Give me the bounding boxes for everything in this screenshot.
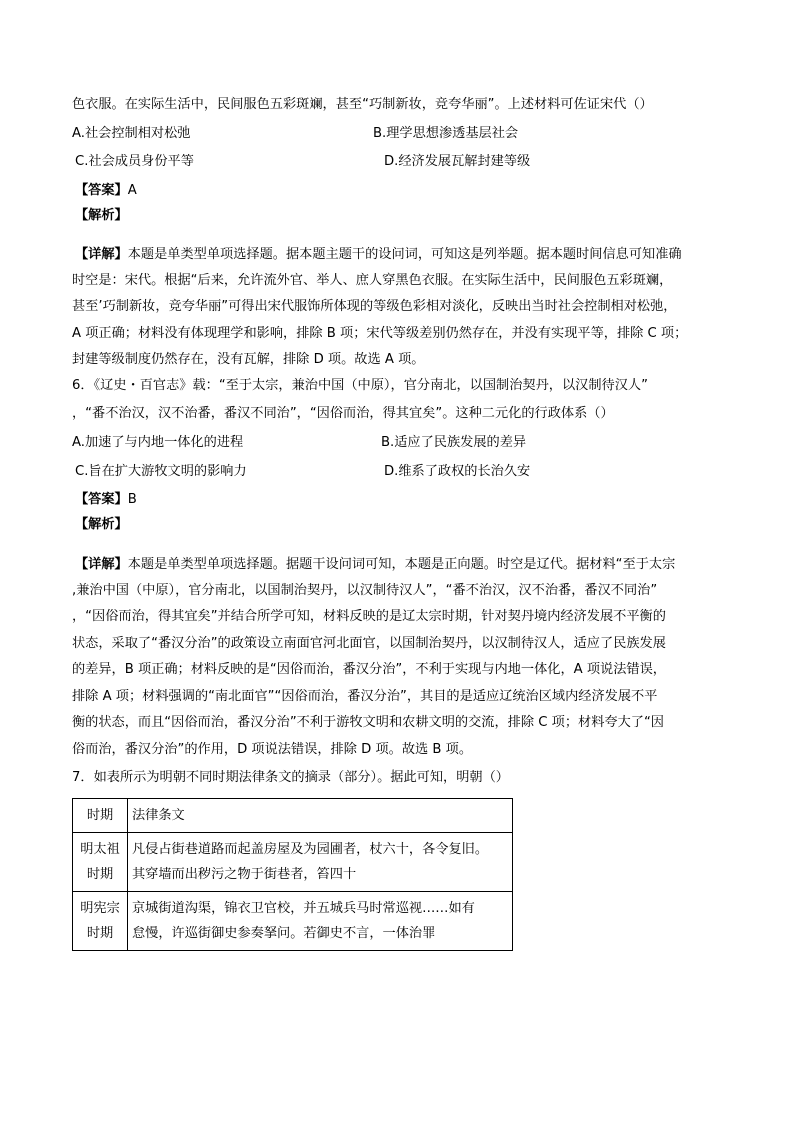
- q5-option-c: C.社会成员身份平等: [75, 154, 194, 169]
- q6-option-d: D.维系了政权的长治久安: [384, 464, 531, 479]
- q6-detail-line-2: ,兼治中国（中原），官分南北，以国制治契丹，以汉制待汉人”，“番不治汉，汉不治番，番汉不同治”: [72, 583, 658, 598]
- q5-detail-line-2: 时空是：宋代。根据“后来，允许流外官、举人、庶人穿黑色衣服。在实际生活中，民间服色五彩斑斓，: [72, 273, 673, 288]
- q6-detail-line-5: 的差异，B 项正确；材料反映的是“因俗而治，番汉分治”，不利于实现与内地一体化，A 项说法错误，: [72, 662, 666, 677]
- period-line: 明宪宗: [80, 901, 120, 916]
- law-text-cell: [128, 892, 513, 951]
- table-header-row: [73, 799, 513, 833]
- answer-label: 【答案】: [75, 492, 128, 507]
- q5-option-b: B.理学思想渗透基层社会: [373, 126, 519, 141]
- q6-detail-line-3: ，“因俗而治，得其宜矣”并结合所学可知，材料反映的是辽太宗时期，针对契丹境内经济发展不平衡的: [72, 609, 666, 624]
- q6-option-a: A.加速了与内地一体化的进程: [72, 435, 244, 450]
- answer-label: 【答案】: [75, 183, 128, 198]
- q6-analysis-label: 【解析】: [75, 517, 128, 532]
- period-line: 明太祖: [80, 842, 120, 857]
- law-text-line: 其穿墙而出秽污之物于街巷者，笞四十: [132, 867, 357, 882]
- q7-stem: 7．如表所示为明朝不同时期法律条文的摘录（部分）。据此可知，明朝（）: [72, 770, 509, 785]
- period-cell: [73, 833, 128, 892]
- detail-label: 【详解】: [75, 247, 128, 262]
- table-header-period: 时期: [73, 799, 128, 833]
- q6-stem-line-1: 6．《辽史・百官志》载：“至于太宗，兼治中国（中原），官分南北，以国制治契丹，以汉制待汉人”: [72, 378, 648, 393]
- law-text-line: 怠慢，许巡街御史参奏拏问。若御史不言，一体治罪: [132, 926, 436, 941]
- q6-detail-line-6: 排除 A 项；材料强调的“南北面官”“因俗而治，番汉分治”，其目的是适应辽统治区域内经济发展不平: [72, 689, 658, 704]
- answer-value: B: [127, 492, 137, 507]
- period-line: 时期: [86, 867, 114, 882]
- q6-detail-line-4: 状态，采取了“番汉分治”的政策设立南面官河北面官，以国制治契丹，以汉制待汉人，适应了民族发展: [72, 636, 666, 651]
- q5-stem-tail: 色衣服。在实际生活中，民间服色五彩斑斓，甚至“巧制新妆，竞夸华丽”。上述材料可佐证宋代（）: [72, 97, 653, 112]
- law-table: [72, 798, 513, 951]
- law-text-cell: [128, 833, 513, 892]
- q6-stem-line-2: ，“番不治汉，汉不治番，番汉不同治”，“因俗而治，得其宜矣”。这种二元化的行政体系（）: [72, 406, 614, 421]
- law-text-line: 凡侵占街巷道路而起盖房屋及为园圃者，杖六十，各令复旧。: [132, 842, 489, 857]
- table-header-law: 法律条文: [128, 799, 513, 833]
- q5-option-d: D.经济发展瓦解封建等级: [384, 154, 531, 169]
- period-line: 时期: [86, 926, 114, 941]
- q6-option-c: C.旨在扩大游牧文明的影响力: [75, 464, 247, 479]
- detail-text: 本题是单类型单项选择题。据本题主题干的设问词，可知这是列举题。据本题时间信息可知准确: [127, 247, 682, 262]
- period-cell: [73, 892, 128, 951]
- q5-detail-line-3: 甚至’巧制新妆，竞夸华丽”可得出宋代服饰所体现的等级色彩相对淡化，反映出当时社会控制相对松弛，: [72, 299, 677, 314]
- q6-option-b: B.适应了民族发展的差异: [381, 435, 527, 450]
- detail-text: 本题是单类型单项选择题。据题干设问词可知，本题是正向题。时空是辽代。据材料“至于太宗: [127, 557, 676, 572]
- q5-detail-line-5: 封建等级制度仍然存在，没有瓦解，排除 D 项。故选 A 项。: [72, 352, 425, 367]
- table-row: [73, 833, 513, 892]
- table-row: [73, 892, 513, 951]
- q6-detail-line-7: 衡的状态，而且“因俗而治，番汉分治”不利于游牧文明和农耕文明的交流，排除 C 项；材料夸大了“因: [72, 715, 664, 730]
- q6-detail-line-8: 俗而治，番汉分治”的作用，D 项说法错误，排除 D 项。故选 B 项。: [72, 742, 473, 757]
- q5-detail-line-4: A 项正确；材料没有体现理学和影响，排除 B 项；宋代等级差别仍然存在，并没有实现平等，排除 C 项；: [72, 326, 688, 341]
- q5-answer: [75, 181, 137, 201]
- q6-detail-line-1: [75, 555, 675, 575]
- q6-answer: [75, 490, 137, 510]
- detail-label: 【详解】: [75, 557, 128, 572]
- q5-option-a: A.社会控制相对松弛: [72, 126, 191, 141]
- law-text-line: 京城街道沟渠，锦衣卫官校，并五城兵马时常巡视……如有: [132, 901, 475, 916]
- q5-analysis-label: 【解析】: [75, 208, 128, 223]
- q5-detail-line-1: [75, 245, 682, 265]
- answer-value: A: [127, 183, 137, 198]
